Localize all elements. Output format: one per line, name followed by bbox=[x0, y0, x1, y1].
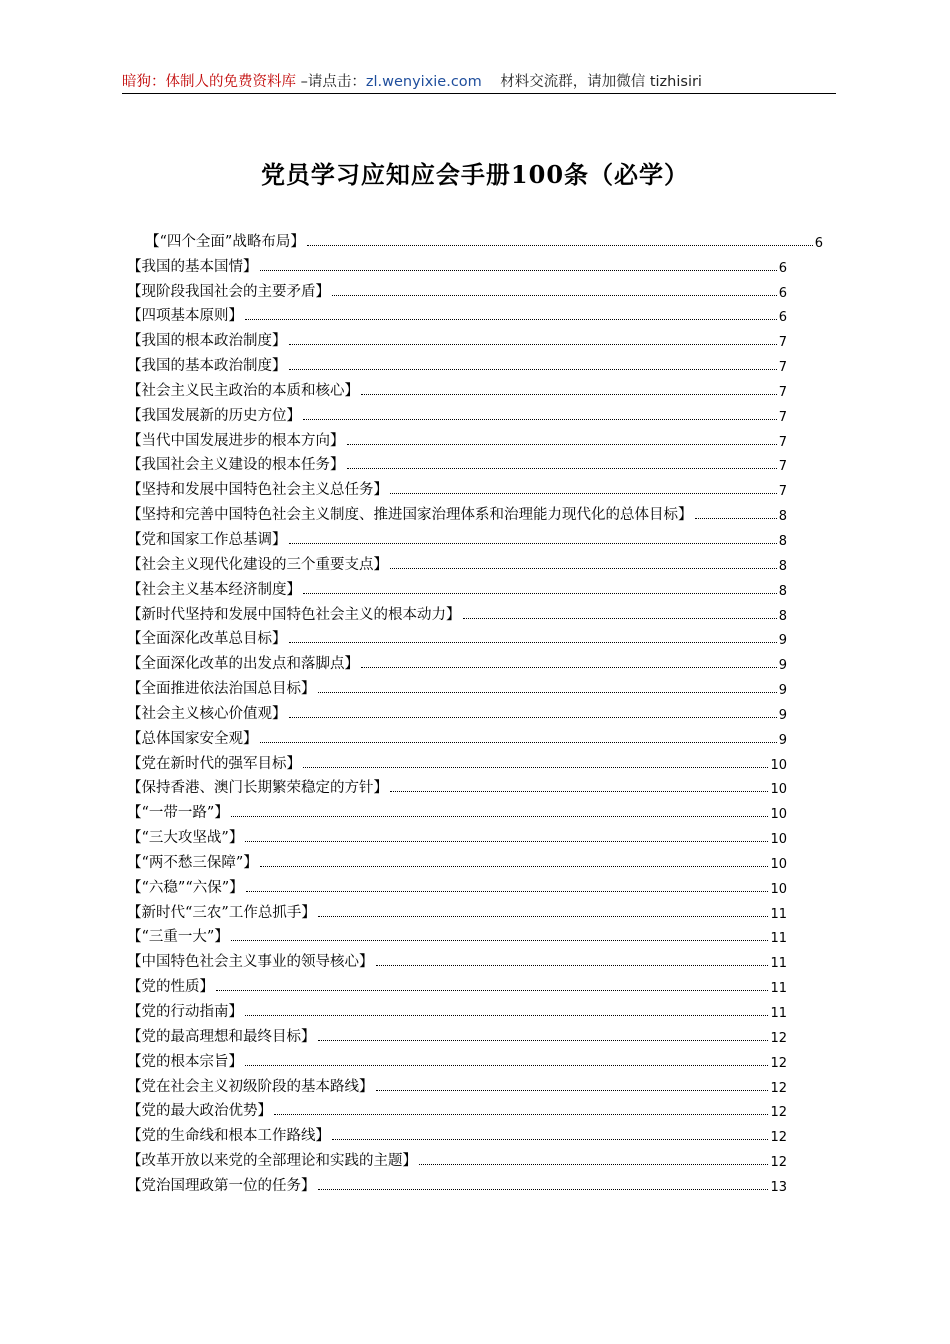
toc-dot-leader bbox=[390, 790, 768, 792]
toc-entry-page-number: 7 bbox=[778, 384, 787, 400]
toc-entry-page-number: 6 bbox=[814, 235, 823, 251]
toc-entry[interactable] bbox=[127, 847, 787, 872]
toc-dot-leader bbox=[303, 418, 777, 420]
toc-dot-leader bbox=[695, 517, 777, 519]
toc-entry[interactable] bbox=[127, 1046, 787, 1071]
toc-entry[interactable] bbox=[127, 599, 787, 624]
toc-entry-label: 【党在社会主义初级阶段的基本路线】 bbox=[127, 1078, 374, 1095]
toc-entry-label: 【坚持和发展中国特色社会主义总任务】 bbox=[127, 482, 388, 499]
toc-entry[interactable] bbox=[127, 1021, 787, 1046]
header-wechat-text: 材料交流群，请加微信 tizhisiri bbox=[500, 74, 702, 90]
toc-entry[interactable] bbox=[127, 499, 787, 524]
toc-entry[interactable] bbox=[127, 897, 787, 922]
toc-entry-page-number: 9 bbox=[778, 707, 787, 723]
toc-entry[interactable] bbox=[127, 1145, 787, 1170]
toc-dot-leader bbox=[419, 1163, 768, 1165]
toc-entry-page-number: 12 bbox=[770, 1155, 787, 1171]
toc-entry[interactable] bbox=[127, 723, 787, 748]
toc-entry-page-number: 7 bbox=[778, 335, 787, 351]
toc-dot-leader bbox=[245, 318, 777, 320]
toc-entry[interactable] bbox=[127, 1120, 787, 1145]
toc-entry[interactable] bbox=[127, 797, 787, 822]
toc-dot-leader bbox=[318, 691, 777, 693]
toc-dot-leader bbox=[289, 368, 777, 370]
toc-dot-leader bbox=[376, 1089, 769, 1091]
toc-entry-label: 【总体国家安全观】 bbox=[127, 730, 258, 747]
toc-entry-page-number: 6 bbox=[778, 310, 787, 326]
page-header bbox=[122, 70, 836, 94]
toc-entry-page-number: 8 bbox=[778, 533, 787, 549]
toc-entry[interactable] bbox=[127, 673, 787, 698]
toc-entry-page-number: 6 bbox=[778, 260, 787, 276]
toc-dot-leader bbox=[376, 964, 769, 966]
toc-entry-page-number: 8 bbox=[778, 608, 787, 624]
toc-entry[interactable] bbox=[127, 1071, 787, 1096]
toc-entry-label: 【保持香港、澳门长期繁荣稳定的方针】 bbox=[127, 780, 388, 797]
toc-entry[interactable] bbox=[127, 946, 787, 971]
toc-entry[interactable] bbox=[127, 350, 787, 375]
toc-entry-page-number: 9 bbox=[778, 658, 787, 674]
toc-entry-label: 【“六稳”“六保”】 bbox=[127, 879, 244, 896]
toc-dot-leader bbox=[216, 989, 768, 991]
toc-entry-label: 【全面推进依法治国总目标】 bbox=[127, 681, 316, 698]
toc-entry[interactable] bbox=[127, 773, 787, 798]
toc-dot-leader bbox=[318, 1039, 769, 1041]
header-click-prompt: –请点击： bbox=[296, 74, 366, 90]
toc-entry-label: 【“一带一路”】 bbox=[127, 805, 229, 822]
toc-dot-leader bbox=[303, 766, 768, 768]
toc-dot-leader bbox=[332, 294, 777, 296]
toc-entry[interactable] bbox=[127, 922, 787, 947]
toc-entry-label: 【“两不愁三保障”】 bbox=[127, 854, 258, 871]
toc-entry-label: 【党的生命线和根本工作路线】 bbox=[127, 1128, 330, 1145]
document-title: 党员学习应知应会手册100条（必学） bbox=[260, 160, 690, 189]
toc-entry-page-number: 11 bbox=[770, 931, 787, 947]
toc-entry[interactable] bbox=[127, 872, 787, 897]
toc-entry-page-number: 6 bbox=[778, 285, 787, 301]
toc-dot-leader bbox=[260, 741, 777, 743]
toc-entry-page-number: 7 bbox=[778, 484, 787, 500]
toc-entry[interactable] bbox=[127, 276, 787, 301]
toc-entry-page-number: 11 bbox=[770, 981, 787, 997]
toc-entry[interactable] bbox=[127, 574, 787, 599]
toc-entry-page-number: 8 bbox=[778, 558, 787, 574]
toc-entry-page-number: 12 bbox=[770, 1130, 787, 1146]
toc-entry-label: 【我国的基本政治制度】 bbox=[127, 358, 287, 375]
toc-entry[interactable] bbox=[127, 226, 823, 251]
toc-entry-page-number: 9 bbox=[778, 633, 787, 649]
toc-dot-leader bbox=[390, 567, 777, 569]
toc-entry-page-number: 8 bbox=[778, 509, 787, 525]
toc-entry[interactable] bbox=[127, 524, 787, 549]
toc-entry-page-number: 9 bbox=[778, 683, 787, 699]
toc-entry-label: 【新时代坚持和发展中国特色社会主义的根本动力】 bbox=[127, 606, 461, 623]
toc-entry-page-number: 11 bbox=[770, 906, 787, 922]
toc-dot-leader bbox=[246, 890, 769, 892]
toc-dot-leader bbox=[332, 1138, 768, 1140]
toc-entry-label: 【坚持和完善中国特色社会主义制度、推进国家治理体系和治理能力现代化的总体目标】 bbox=[127, 507, 693, 524]
toc-dot-leader bbox=[303, 592, 777, 594]
toc-entry-label: 【我国的基本国情】 bbox=[127, 258, 258, 275]
toc-entry-label: 【全面深化改革的出发点和落脚点】 bbox=[127, 656, 359, 673]
toc-dot-leader bbox=[231, 939, 769, 941]
toc-dot-leader bbox=[245, 1014, 768, 1016]
toc-entry-page-number: 12 bbox=[770, 1030, 787, 1046]
toc-dot-leader bbox=[318, 1188, 769, 1190]
header-site-link[interactable]: zl.wenyixie.com bbox=[365, 74, 482, 90]
toc-dot-leader bbox=[347, 467, 777, 469]
toc-entry[interactable] bbox=[127, 450, 787, 475]
toc-entry-page-number: 10 bbox=[770, 856, 787, 872]
toc-entry-label: 【党治国理政第一位的任务】 bbox=[127, 1177, 316, 1194]
toc-entry-label: 【四项基本原则】 bbox=[127, 308, 243, 325]
toc-entry-label: 【改革开放以来党的全部理论和实践的主题】 bbox=[127, 1153, 417, 1170]
toc-entry-label: 【党的最大政治优势】 bbox=[127, 1103, 272, 1120]
toc-dot-leader bbox=[289, 716, 777, 718]
toc-dot-leader bbox=[289, 641, 777, 643]
toc-entry[interactable] bbox=[127, 822, 787, 847]
toc-dot-leader bbox=[347, 443, 777, 445]
toc-entry-label: 【全面深化改革总目标】 bbox=[127, 631, 287, 648]
toc-entry-page-number: 11 bbox=[770, 956, 787, 972]
toc-entry-page-number: 13 bbox=[770, 1179, 787, 1195]
toc-entry-page-number: 8 bbox=[778, 583, 787, 599]
toc-entry-page-number: 10 bbox=[770, 807, 787, 823]
toc-entry[interactable] bbox=[127, 1170, 787, 1195]
toc-entry-label: 【“三大攻坚战”】 bbox=[127, 830, 244, 847]
toc-dot-leader bbox=[463, 617, 777, 619]
toc-entry[interactable] bbox=[127, 648, 787, 673]
toc-entry-page-number: 10 bbox=[770, 757, 787, 773]
toc-entry[interactable] bbox=[127, 624, 787, 649]
header-library-name: 暗狗：体制人的免费资料库 bbox=[122, 74, 296, 90]
toc-entry[interactable] bbox=[127, 698, 787, 723]
toc-entry[interactable] bbox=[127, 325, 787, 350]
header-divider bbox=[122, 93, 836, 94]
toc-entry-label: 【社会主义现代化建设的三个重要支点】 bbox=[127, 556, 388, 573]
toc-entry-page-number: 12 bbox=[770, 1105, 787, 1121]
toc-entry-page-number: 12 bbox=[770, 1055, 787, 1071]
table-of-contents bbox=[127, 226, 823, 1195]
toc-dot-leader bbox=[307, 244, 813, 246]
toc-entry-label: 【党的行动指南】 bbox=[127, 1004, 243, 1020]
toc-entry[interactable] bbox=[127, 474, 787, 499]
toc-entry-page-number: 9 bbox=[778, 732, 787, 748]
toc-entry-label: 【中国特色社会主义事业的领导核心】 bbox=[127, 954, 374, 971]
toc-entry-label: 【“三重一大”】 bbox=[127, 929, 229, 946]
toc-entry[interactable] bbox=[127, 425, 787, 450]
toc-entry[interactable] bbox=[127, 251, 787, 276]
toc-dot-leader bbox=[231, 815, 769, 817]
toc-dot-leader bbox=[289, 542, 777, 544]
toc-entry-label: 【党和国家工作总基调】 bbox=[127, 531, 287, 548]
toc-entry-page-number: 7 bbox=[778, 409, 787, 425]
toc-entry[interactable] bbox=[127, 1096, 787, 1121]
toc-entry-label: 【社会主义基本经济制度】 bbox=[127, 581, 301, 598]
toc-entry-page-number: 10 bbox=[770, 832, 787, 848]
toc-entry-label: 【我国社会主义建设的根本任务】 bbox=[127, 457, 345, 474]
toc-entry-label: 【当代中国发展进步的根本方向】 bbox=[127, 432, 345, 449]
toc-entry[interactable] bbox=[127, 375, 787, 400]
toc-entry[interactable] bbox=[127, 971, 787, 996]
toc-entry-page-number: 12 bbox=[770, 1080, 787, 1096]
header-wechat-note bbox=[482, 74, 702, 90]
toc-entry-label: 【社会主义核心价值观】 bbox=[127, 705, 287, 722]
toc-entry-page-number: 10 bbox=[770, 782, 787, 798]
toc-entry-page-number: 7 bbox=[778, 459, 787, 475]
toc-entry-label: 【社会主义民主政治的本质和核心】 bbox=[127, 382, 359, 399]
toc-dot-leader bbox=[245, 1064, 768, 1066]
toc-entry[interactable] bbox=[127, 301, 787, 326]
toc-entry-label: 【党在新时代的强军目标】 bbox=[127, 755, 301, 772]
toc-entry-label: 【“四个全面”战略布局】 bbox=[145, 233, 305, 250]
toc-entry-page-number: 10 bbox=[770, 881, 787, 897]
toc-entry-label: 【我国的根本政治制度】 bbox=[127, 333, 287, 350]
toc-entry-page-number: 11 bbox=[770, 1006, 787, 1021]
toc-entry-label: 【我国发展新的历史方位】 bbox=[127, 407, 301, 424]
toc-dot-leader bbox=[260, 865, 769, 867]
toc-dot-leader bbox=[390, 492, 777, 494]
toc-entry-page-number: 7 bbox=[778, 434, 787, 450]
toc-entry[interactable] bbox=[127, 400, 787, 425]
toc-entry-label: 【现阶段我国社会的主要矛盾】 bbox=[127, 283, 330, 300]
toc-dot-leader bbox=[318, 915, 769, 917]
toc-entry-label: 【党的根本宗旨】 bbox=[127, 1053, 243, 1070]
toc-dot-leader bbox=[289, 343, 777, 345]
toc-entry[interactable] bbox=[127, 996, 787, 1021]
toc-entry-label: 【党的性质】 bbox=[127, 979, 214, 996]
toc-entry[interactable] bbox=[127, 549, 787, 574]
toc-entry[interactable] bbox=[127, 748, 787, 773]
toc-dot-leader bbox=[260, 269, 777, 271]
toc-dot-leader bbox=[245, 840, 768, 842]
toc-entry-page-number: 7 bbox=[778, 360, 787, 376]
toc-dot-leader bbox=[274, 1113, 768, 1115]
toc-dot-leader bbox=[361, 393, 777, 395]
toc-entry-label: 【党的最高理想和最终目标】 bbox=[127, 1028, 316, 1045]
toc-dot-leader bbox=[361, 666, 777, 668]
toc-entry-label: 【新时代“三农”工作总抓手】 bbox=[127, 904, 316, 921]
